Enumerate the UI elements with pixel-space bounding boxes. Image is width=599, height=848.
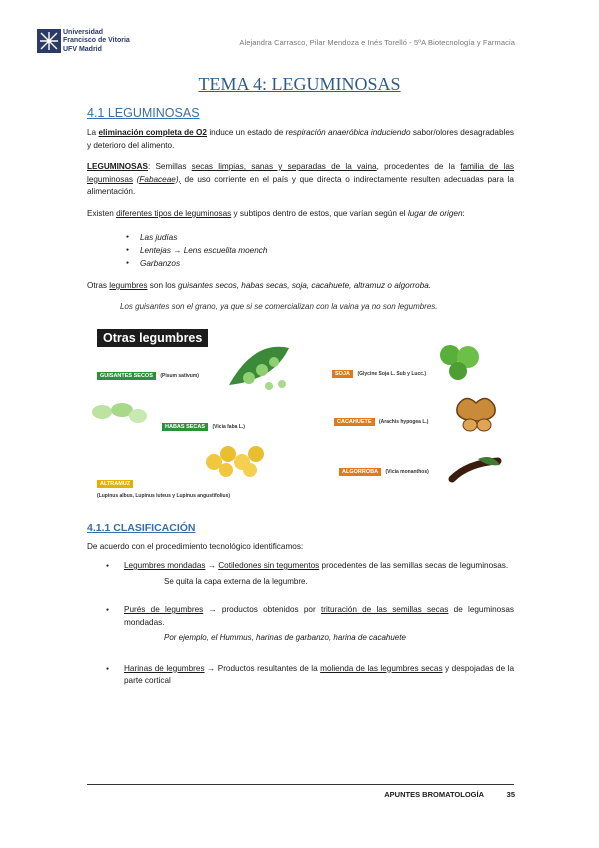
text-italic: (Fabaceae), [136,174,181,184]
term-leguminosas: LEGUMINOSAS [87,162,148,171]
figure-label-cacahuete [334,410,428,428]
paragraph-oxygen [87,127,514,152]
tag: GUISANTES SECOS [97,372,156,380]
logo-line-1: Universidad [63,29,104,36]
footer-title: APUNTES BROMATOLOGÍA [384,790,484,799]
list-item-pures [124,604,514,645]
list-item: ● Las judías [140,231,267,244]
clasificacion-intro: De acuerdo con el procedimiento tecnológico identificamos: [87,542,304,551]
carob-pod-icon [448,455,503,485]
footer-divider [87,784,514,785]
text-italic: respiración anaeróbica induciendo [285,128,411,137]
text: induce un estado de [206,128,286,137]
tag: ALGORROBA [339,468,381,476]
paragraph-types [87,208,514,221]
text-underlined: Legumbres mondadas [124,561,206,570]
text-underlined: eliminación completa de O2 [98,128,207,137]
text-underlined: legumbres [109,281,148,290]
tag: SOJA [332,370,353,378]
text: de leguminosas mondadas. [124,605,514,627]
text-underlined: diferentes tipos de leguminosas [116,209,232,218]
scientific-name: (Glycine Soja L. Sub y Lucc.) [357,371,427,377]
text: → productos obtenidos por [203,605,321,614]
list-item: ● Garbanzos [140,257,267,270]
scientific-name: (Pisum sativum) [160,373,199,379]
text: → Productos resultantes de la [204,663,321,673]
text: : Semillas [147,162,192,171]
section-heading-leguminosas: 4.1 LEGUMINOSAS [87,106,200,120]
fava-bean-icon [90,398,150,428]
note: Por ejemplo, el Hummus, harinas de garbanzo, harina de cacahuete [164,633,406,642]
text-underlined: trituración de las semillas secas [320,605,449,614]
list-item-mondadas [124,560,514,588]
scientific-name: (Vicia faba L.) [212,424,245,430]
text-underlined: Cotiledones sin tegumentos [218,561,320,570]
logo-line-2: Francisco de Vitoria [63,37,130,45]
note: Se quita la capa externa de la legumbre. [164,576,308,586]
text: La [87,128,99,137]
pea-pod-icon [224,340,294,392]
text: de uso corriente en el país y que directa o indirectamente resulten adecuadas para la alimentación. [87,174,514,196]
text-italic: guisantes secos, habas secas, soja, cacahuete, altramuz o algorroba. [178,281,432,290]
paragraph-definition [87,161,514,199]
text: sabor/olores desagradables y deterioro del alimento. [87,128,514,150]
note-peas: Los guisantes son el grano, ya que si se comercializan con la vaina ya no son legumbres. [120,302,438,311]
logo-line-3: UFV Madrid [63,45,102,53]
text-underlined: molienda de las legumbres secas [320,663,443,673]
text: y subtipos dentro de estos, que varían según el [231,209,408,218]
text: son los [147,281,179,290]
text: y despojadas de la parte cortical [124,663,514,685]
text: , procedentes de la [376,162,461,171]
tag: CACAHUETE [334,418,375,426]
list-item-harinas [124,663,514,688]
text: : [462,209,465,218]
figure-label-soja [332,362,426,380]
paragraph-other-legumes [87,280,514,293]
peanut-icon [452,393,500,433]
text-underlined: Harinas de legumbres [124,663,205,673]
scientific-name: (Lupinus albus, Lupinus luteus y Lupinus angustifolius) [97,493,231,499]
text-italic: lugar de origen [407,209,463,218]
figure-title: Otras legumbres [97,329,208,347]
university-logo [37,29,137,57]
clasificacion-list [124,560,514,694]
text: → [205,561,219,570]
legume-list [140,231,267,270]
text: Existen [87,209,117,218]
lupin-bean-icon [202,440,272,480]
text-underlined: Purés de legumbres [124,605,204,614]
text: procedentes de las semillas secas de leguminosas. [319,561,509,570]
page-title: TEMA 4: LEGUMINOSAS [198,74,401,94]
text-underlined: secas limpias, sanas y separadas de la vaina [191,162,377,171]
tag: ALTRAMUZ [97,480,133,488]
page-number: 35 [506,790,515,799]
scientific-name: (Vicia monanthos) [385,469,429,475]
scientific-name: (Arachis hypogea L.) [378,419,429,425]
text-underlined: familia de las leguminosas [87,162,514,184]
soybean-icon [438,343,483,381]
figure-label-algorroba [339,460,429,478]
text: Otras [87,281,110,290]
figure-label-habas [162,415,245,433]
header-authors: Alejandra Carrasco, Pilar Mendoza e Inés Torelló - 5ºA Biotecnología y Farmacia [239,38,515,47]
figure-label-guisantes [97,364,199,382]
section-heading-clasificacion: 4.1.1 CLASIFICACIÓN [87,522,196,534]
tag: HABAS SECAS [162,423,208,431]
logo-emblem-icon [37,29,61,53]
list-item: ● Lentejas → Lens escuelita moench [140,244,267,257]
